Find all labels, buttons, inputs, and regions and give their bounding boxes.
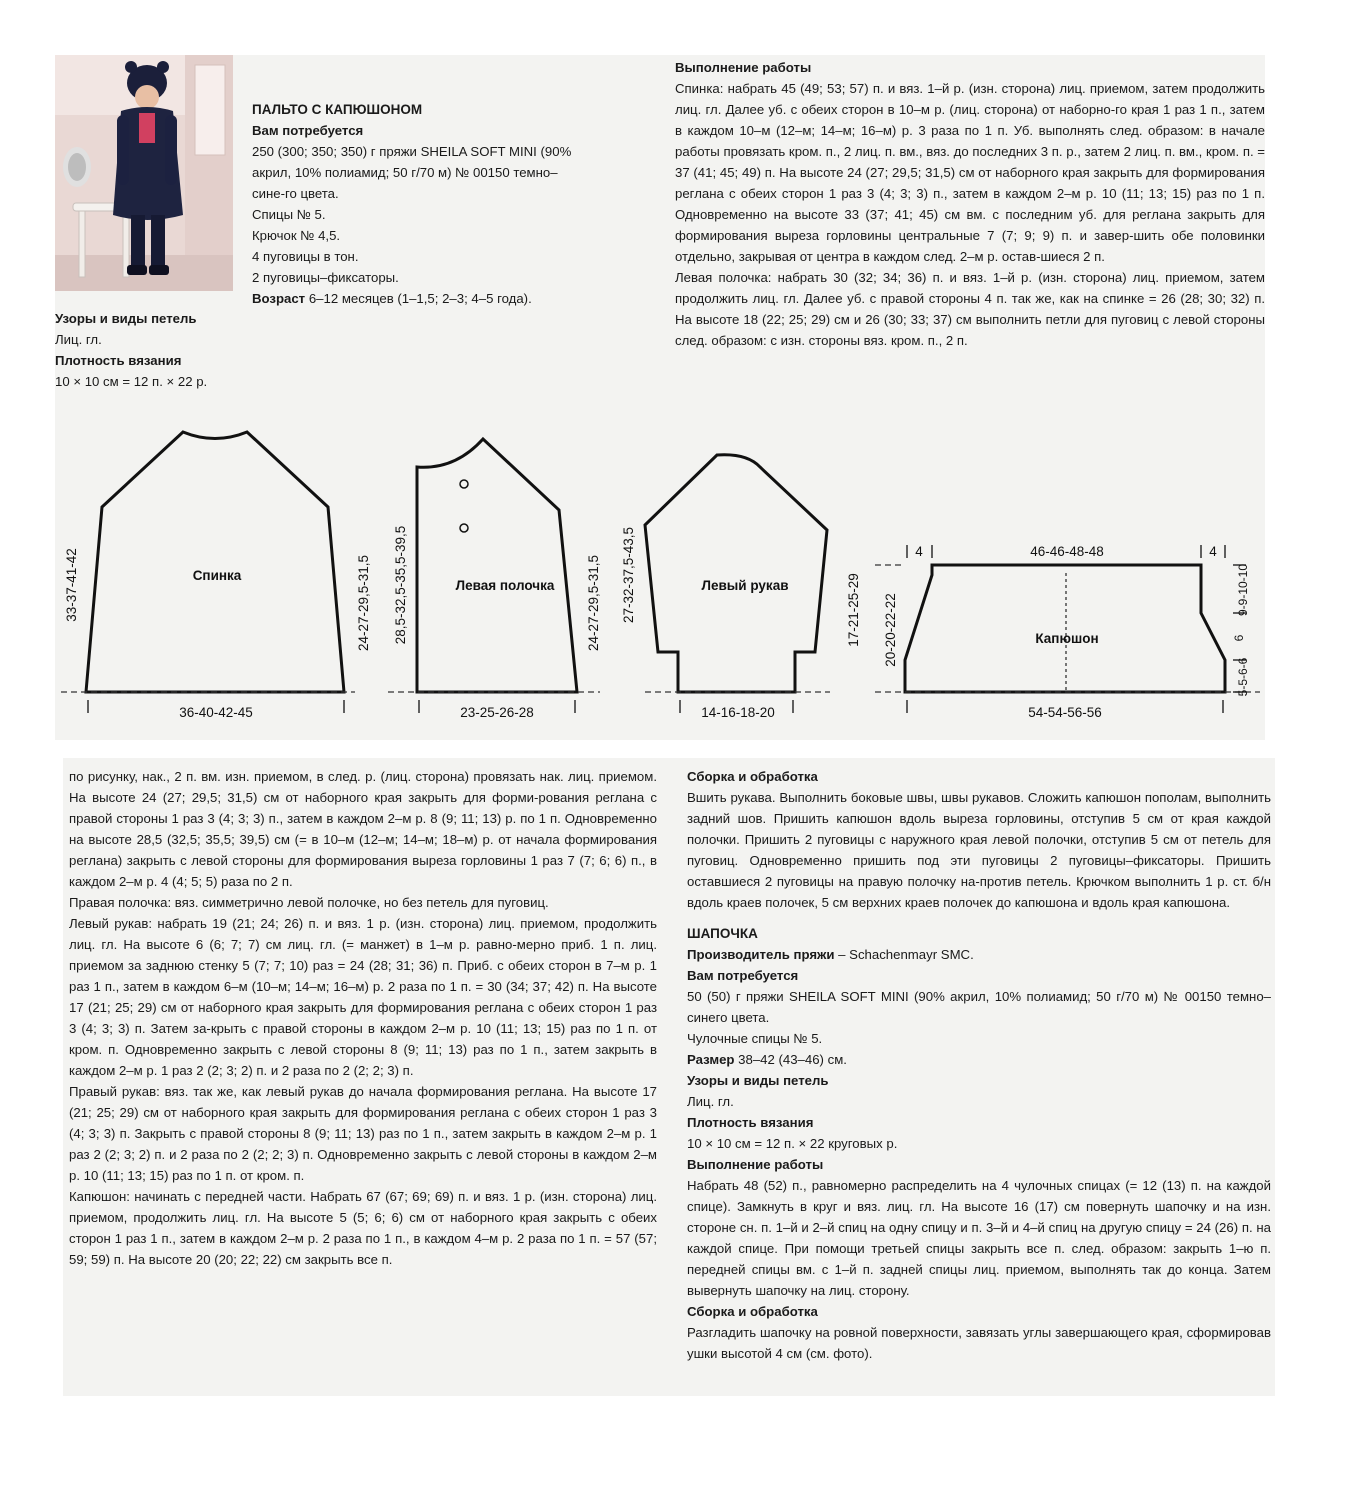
hood-outline <box>905 565 1225 692</box>
density-heading: Плотность вязания <box>55 353 182 368</box>
hood-bottom-width: 54-54-56-56 <box>1028 705 1102 720</box>
buttons-text: 4 пуговицы в тон. <box>252 249 359 264</box>
hood-seg-mid: 6 <box>1232 634 1246 642</box>
hood-label: Капюшон <box>1035 631 1099 646</box>
age-label: Возраст <box>252 291 306 306</box>
size-value: 38–42 (43–46) см. <box>734 1052 847 1067</box>
sleeve-height: 27-32-37,5-43,5 <box>621 526 636 624</box>
right-front-text: Правая полочка: вяз. симметрично левой полочке, но без петель для пуговиц. <box>69 895 549 910</box>
hood-top-width: 46-46-48-48 <box>1030 544 1104 559</box>
sleeve-width: 14-16-18-20 <box>701 705 775 720</box>
hat-title: ШАПОЧКА <box>687 926 758 941</box>
back-raglan: 24-27-29,5-31,5 <box>356 554 371 652</box>
hat-patterns-heading: Узоры и виды петель <box>687 1073 829 1088</box>
hat-needles: Чулочные спицы № 5. <box>687 1031 823 1046</box>
bottom-right-column <box>687 766 1271 1364</box>
hat-assembly-text: Разгладить шапочку на ровной поверхности, завязать углы завершающего края, сформировав ушки высотой 4 см (см. фото). <box>687 1325 1271 1361</box>
assembly-text: Вшить рукава. Выполнить боковые швы, швы рукавов. Сложить капюшон пополам, выполнить задний шов. Пришить капюшон вдоль выреза горловины, отступив 5 см от края каждой полочки. Пришить 2 пуговицы с наружного края левой полочки, отступив 5 см от петель для пуговиц. Одновременно пришить под эти пуговицы 2 пуговицы–фиксаторы. Пришить оставшиеся 2 пуговицы на правую полочку на-против петель. Крючком выполнить 1 р. ст. б/н вдоль краев полочек, 5 см верхних краев полочек до капюшона и вдоль края капюшона. <box>687 790 1271 910</box>
right-sleeve-text: Правый рукав: вяз. так же, как левый рукав до начала формирования реглана. На высоте 17 (21; 25; 29) см от наборного края закрыть для формирования реглана с обеих сторон 1 раз 3 (4; 3; 3) п. Закрыть с правой стороны 8 (9; 11; 13) раз по 1 п., затем закрыть в каждом 2–м р. 1 раз 2 (2; 3; 2) п. и 2 раза по 2 (2; 2; 3) п. Одновременно закрыть с левой стороны в каждом 2–м р. 10 (11; 13; 15) раз по 1 п. от кром. п. <box>69 1084 657 1183</box>
hood-seg-top: 9-9-10-10 <box>1236 563 1250 617</box>
size-line <box>687 1049 1271 1070</box>
need-heading: Вам потребуется <box>252 123 364 138</box>
hat-need-heading: Вам потребуется <box>687 968 799 983</box>
buttonhole-icon <box>460 524 468 532</box>
pattern-diagram <box>55 55 1265 740</box>
assembly-heading: Сборка и обработка <box>687 769 818 784</box>
density-text: 10 × 10 см = 12 п. × 22 р. <box>55 374 208 389</box>
hood-seg-bottom: 5-5-6-6 <box>1236 657 1250 697</box>
size-label: Размер <box>687 1052 735 1067</box>
hood-height: 20-20-22-22 <box>883 593 898 667</box>
maker-line <box>687 944 1271 965</box>
hat-work-heading: Выполнение работы <box>687 1157 824 1172</box>
back-outline <box>86 432 344 692</box>
front-outline <box>417 439 577 692</box>
front-width: 23-25-26-28 <box>460 705 534 720</box>
patterns-text: Лиц. гл. <box>55 332 102 347</box>
maker-label: Производитель пряжи <box>687 947 835 962</box>
back-height: 33-37-41-42 <box>64 548 79 622</box>
buttonhole-icon <box>460 480 468 488</box>
fixers-text: 2 пуговицы–фиксаторы. <box>252 270 399 285</box>
sleeve-label: Левый рукав <box>701 578 789 593</box>
work-heading: Выполнение работы <box>675 60 812 75</box>
left-front-instructions: Левая полочка: набрать 30 (32; 34; 36) п. и вяз. 1–й р. (изн. сторона) лиц. приемом, затем продолжить лиц. гл. Далее уб. с правой стороны 4 п. так же, как на спинке = 26 (28; 30; 32) п. На высоте 18 (22; 25; 29) см и 26 (30; 33; 37) см выполнить петли для пуговиц с левой стороны след. образом: с изн. стороны вяз. кром. п., 2 п. <box>675 270 1265 348</box>
hook-text: Крючок № 4,5. <box>252 228 341 243</box>
hat-patterns-text: Лиц. гл. <box>687 1094 734 1109</box>
hood-offset-left: 4 <box>915 544 923 559</box>
front-label: Левая полочка <box>455 578 555 593</box>
front-raglan: 24-27-29,5-31,5 <box>586 554 601 652</box>
patterns-heading: Узоры и виды петель <box>55 311 197 326</box>
back-label: Спинка <box>192 568 242 583</box>
hood-text: Капюшон: начинать с передней части. Набрать 67 (67; 69; 69) п. и вяз. 1 р. (изн. сторона) лиц. приемом, продолжить лиц. гл. На высоте 5 (5; 6; 6) см от наборного края закрыть с обеих сторон 1 раз 1 п., затем в каждом 2–м р. 2 раза по 1 п., в каждом 4–м р. 2 раза по 1 п. = 57 (57; 59; 59) п. На высоте 20 (20; 22; 22) см закрыть все п. <box>69 1189 657 1267</box>
hat-work-text: Набрать 48 (52) п., равномерно распределить на 4 чулочных спицах (= 12 (13) п. на каждой спице). Замкнуть в круг и вяз. лиц. гл. На высоте 16 (17) см повернуть шапочку и на изн. стороне сн. п. 1–й и 2–й спиц на одну спицу и п. 3–й и 4–й спиц на другую спицу = 24 (26) п. на каждой спице. При помощи третьей спицы закрыть все п. след. образом: закрыть 1–ю п. передней спицы вм. с 1–й п. задней спицы лиц. приемом, выполнять так до конца. Затем вывернуть шапочку на лиц. сторону. <box>687 1178 1271 1298</box>
maker-value: – Schachenmayr SMC. <box>834 947 974 962</box>
needles-text: Спицы № 5. <box>252 207 326 222</box>
page-bottom <box>63 758 1275 1396</box>
page-top <box>55 55 1265 740</box>
hat-assembly-heading: Сборка и обработка <box>687 1304 818 1319</box>
hood-offset-right: 4 <box>1209 544 1217 559</box>
front-continued: по рисунку, нак., 2 п. вм. изн. приемом, в след. р. (лиц. сторона) провязать нак. лиц. приемом. На высоте 24 (27; 29,5; 31,5) см от наборного края закрыть для форми-рования реглана с правой стороны 1 раз 3 (4; 3; 3) п., затем в каждом 2–м р. 8 (9; 11; 13) р. по 1 п. Одновременно на высоте 28,5 (32,5; 35,5; 39,5) см (= в 10–м (12–м; 14–м; 18–м) р. от начала формирования реглана) закрыть с левой стороны для формирования выреза горловины 1 раз 7 (7; 6; 6) п., в каждом 2–м р. 4 (4; 5; 5) раза по 2 п. <box>69 769 657 889</box>
age-value: 6–12 месяцев (1–1,5; 2–3; 4–5 года). <box>305 291 532 306</box>
front-neck: 28,5-32,5-35,5-39,5 <box>393 525 408 645</box>
hat-density-text: 10 × 10 см = 12 п. × 22 круговых р. <box>687 1136 898 1151</box>
sleeve-outline <box>645 455 827 692</box>
hat-need-text: 50 (50) г пряжи SHEILA SOFT MINI (90% акрил, 10% полиамид; 50 г/70 м) № 00150 темно–синего цвета. <box>687 989 1271 1025</box>
back-instructions: Спинка: набрать 45 (49; 53; 57) п. и вяз. 1–й р. (изн. сторона) лиц. приемом, затем продолжить лиц. гл. Далее уб. с обеих сторон в 10–м р. (лиц. сторона) от наборно-го края 1 раз 1 п., затем в каждом 10–м (12–м; 14–м; 16–м) р. 3 раза по 1 п. Уб. выполнять след. образом: в начале работы провязать кром. п., 2 лиц. п. вм., вяз. до последних 3 п. р., затем 2 лиц. п. вм., кром. п. = 37 (41; 45; 49) п. На высоте 24 (27; 29,5; 31,5) см от наборного края закрыть для формирования реглана с обеих сторон 1 раз 3 (4; 3; 3) п., затем в каждом 2–м р. 10 (11; 13; 15) раз по 1 п. Одновременно на высоте 33 (37; 41; 45) см вм. с последним уб. для реглана закрыть для формирования выреза горловины центральные 7 (7; 9; 9) п. и завер-шить обе половинки отдельно, закрывая от центра в каждом след. 2–м р. остав-шиеся 2 п. <box>675 81 1265 264</box>
back-width: 36-40-42-45 <box>179 705 253 720</box>
hat-density-heading: Плотность вязания <box>687 1115 814 1130</box>
left-sleeve-text: Левый рукав: набрать 19 (21; 24; 26) п. и вяз. 1 р. (изн. сторона) лиц. приемом, продолжить лиц. гл. На высоте 6 (6; 7; 7) см лиц. гл. (= манжет) в 1–м р. равно-мерно приб. 1 п. лиц. приемом за заднюю стенку 5 (7; 7; 10) раз = 24 (28; 31; 36) п. Приб. с обеих сторон в 7–м р. 1 раз 1 п., затем в каждом 6–м (10–м; 14–м; 16–м) р. 2 раза по 1 п. = 30 (34; 37; 42) п. На высоте 17 (21; 25; 29) см от наборного края закрыть для формирования реглана с обеих сторон 1 раз 3 (4; 3; 3) п. Затем за-крыть с правой стороны в каждом 2–м р. 10 (11; 13; 15) раз по 1 п. от кром. п. Одновременно закрыть с левой стороны 8 (9; 11; 13) раз по 1 п., затем закрыть в каждом 2–м р. 1 раз 2 (2; 3; 2) п. и 2 раза по 2 (2; 2; 3) п. <box>69 916 657 1078</box>
coat-title: ПАЛЬТО С КАПЮШОНОМ <box>252 102 423 117</box>
sleeve-raglan: 17-21-25-29 <box>846 573 861 647</box>
yarn-text: 250 (300; 350; 350) г пряжи SHEILA SOFT MINI (90% акрил, 10% полиамид; 50 г/70 м) № 00150 темно–сине-го цвета. <box>252 144 572 201</box>
bottom-left-column <box>69 766 657 1270</box>
